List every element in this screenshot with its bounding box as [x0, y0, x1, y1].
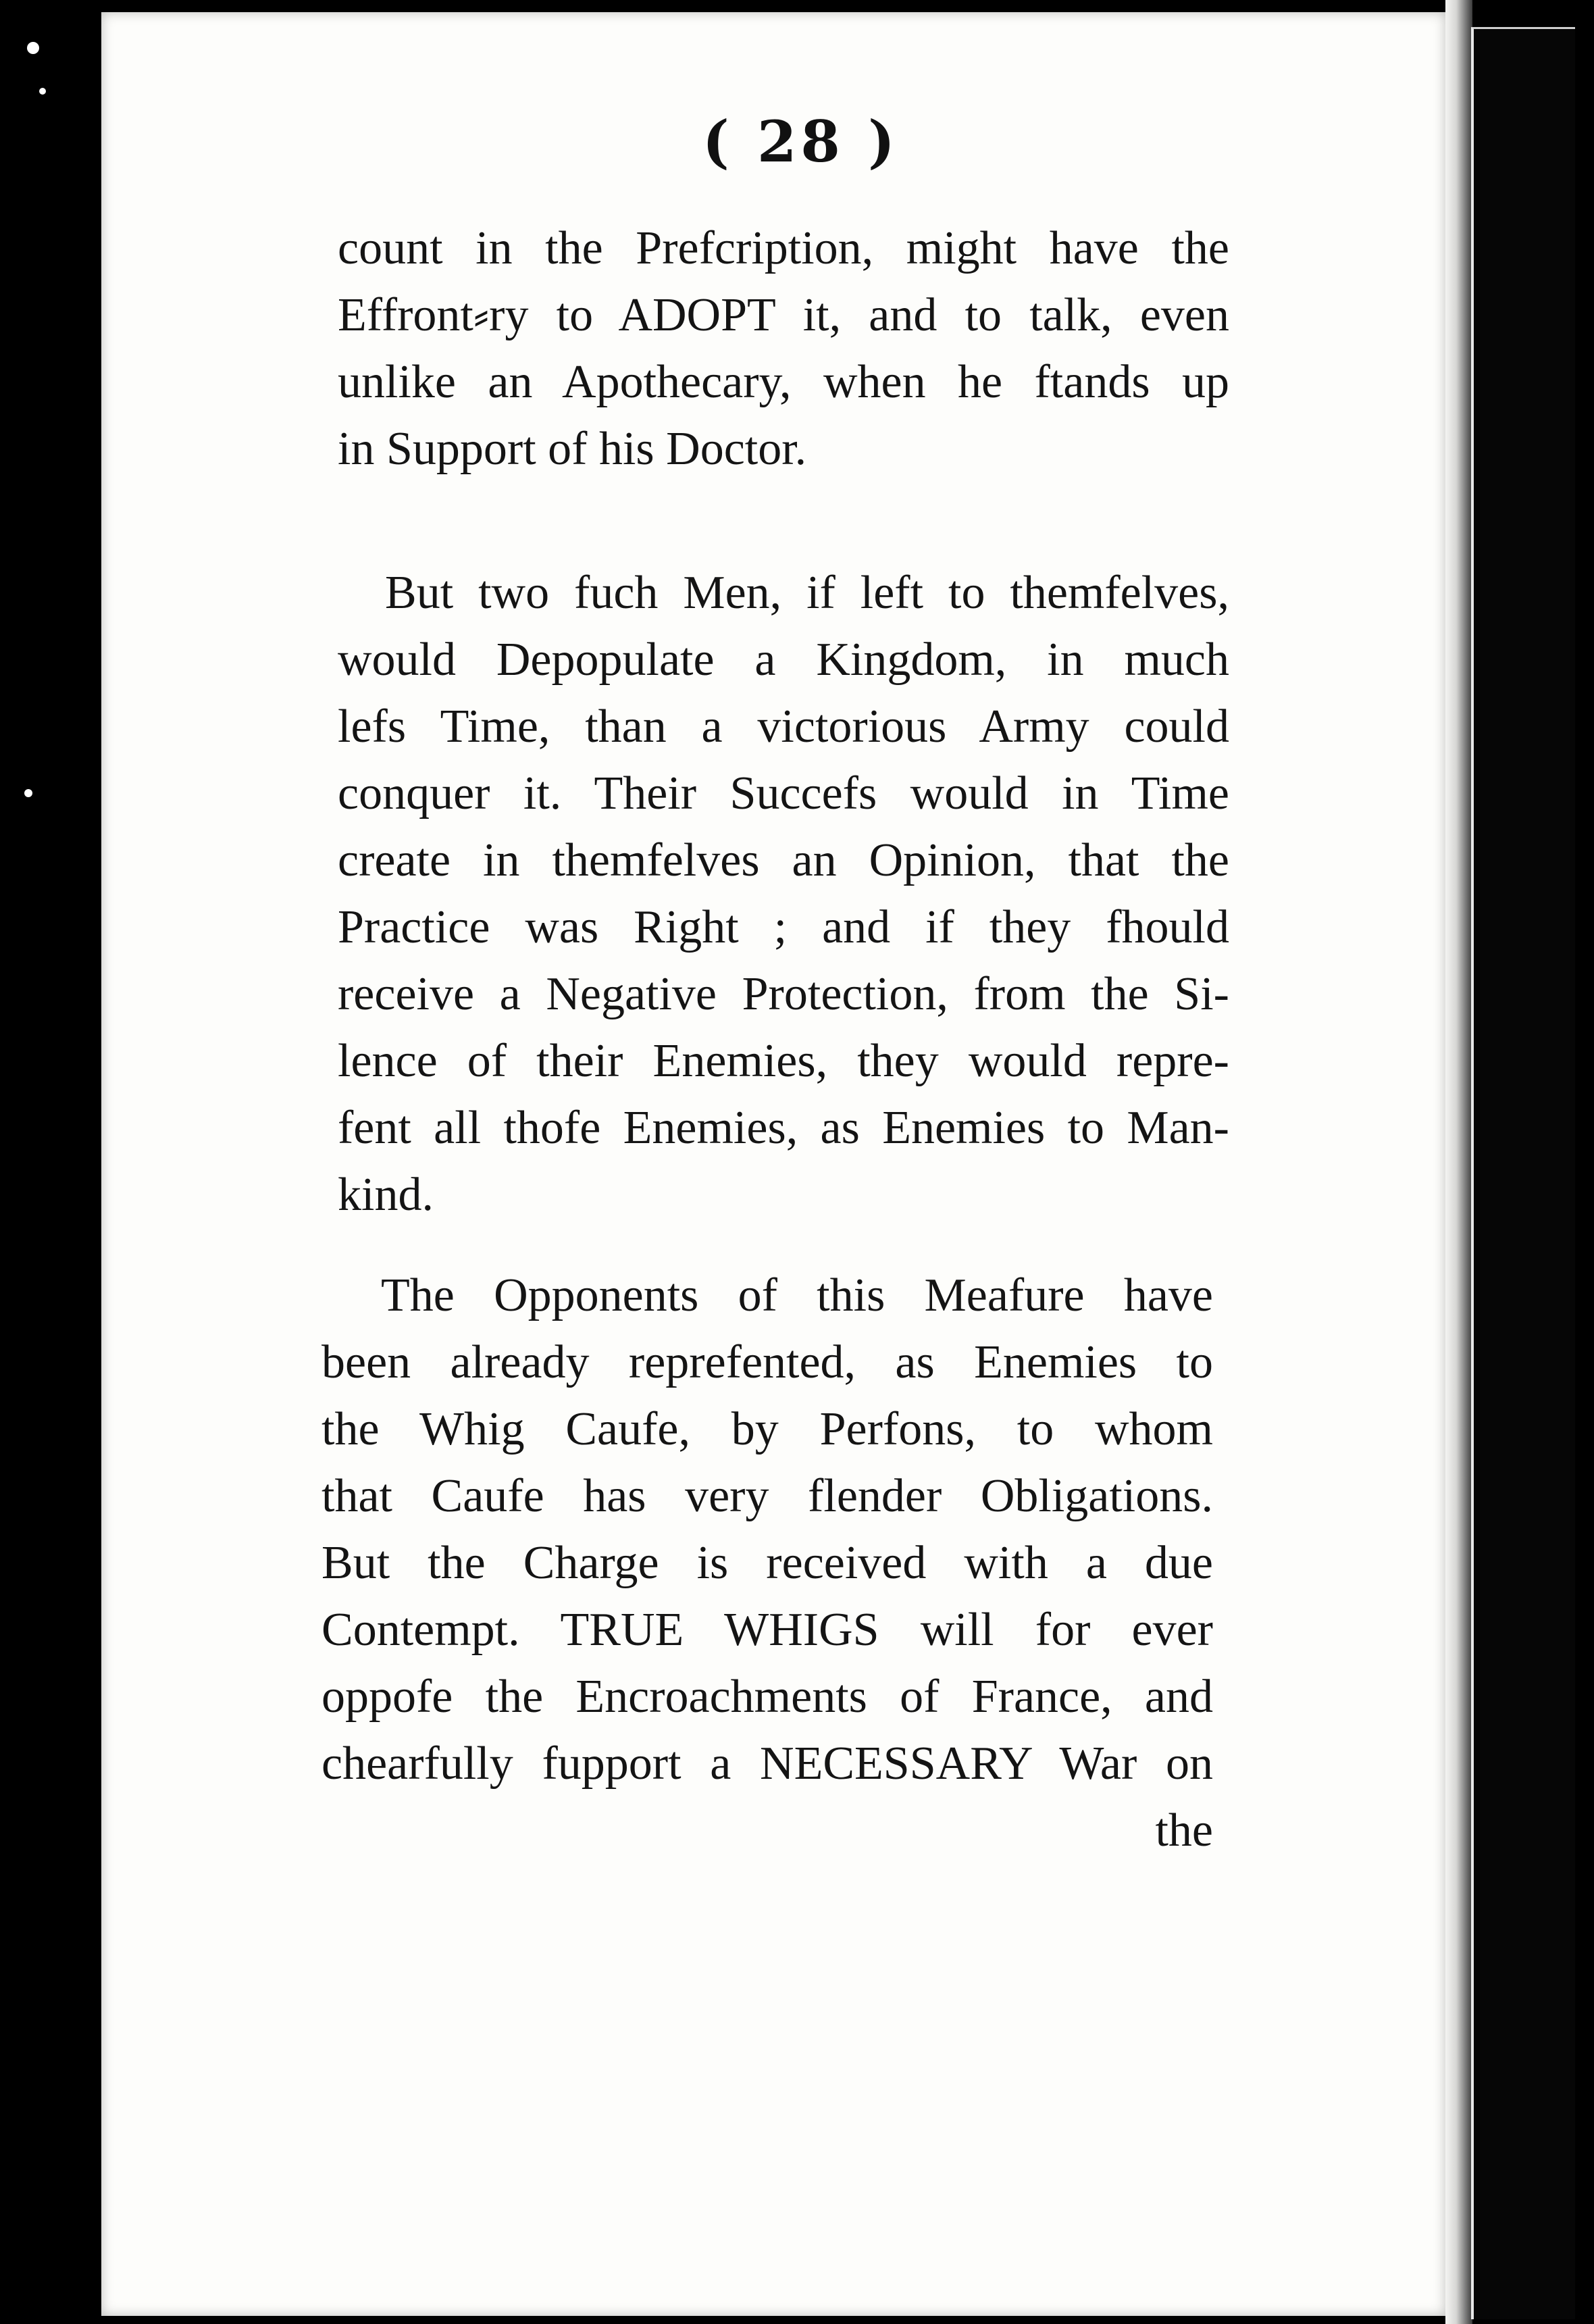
text-line: conquer it. Their Succefs would in Time: [338, 767, 1229, 819]
text-line: But the Charge is received with a due: [322, 1537, 1213, 1589]
text-line: been already reprefented, as Enemies to: [322, 1336, 1213, 1388]
facing-page-edge: [1471, 27, 1575, 2319]
text-line: lence of their Enemies, they would repre-: [338, 1035, 1229, 1087]
text-line: Practice was Right ; and if they fhould: [338, 901, 1229, 953]
scan-mark: [24, 789, 32, 797]
text-line: the Whig Caufe, by Perfons, to whom: [322, 1403, 1213, 1455]
text-line: Contempt. TRUE WHIGS will for ever: [322, 1604, 1213, 1656]
text-line: would Depopulate a Kingdom, in much: [338, 634, 1229, 686]
text-line: fent all thofe Enemies, as Enemies to Man-: [338, 1102, 1229, 1154]
page-number: ( 28 ): [702, 108, 899, 175]
text-line: kind.: [338, 1169, 434, 1221]
paragraph-2: [338, 559, 1229, 1228]
catchword: the: [1155, 1804, 1213, 1856]
text-line: in Support of his Doctor.: [338, 423, 807, 475]
text-line: that Caufe has very flender Obligations.: [322, 1470, 1213, 1522]
text-line: receive a Negative Protection, from the Si-: [338, 968, 1229, 1020]
paragraph-3: [322, 1262, 1213, 1864]
text-line: create in themfelves an Opinion, that the: [338, 834, 1229, 886]
text-line: lefs Time, than a victorious Army could: [338, 701, 1229, 753]
text-line: oppofe the Encroachments of France, and: [322, 1671, 1213, 1723]
text-line: chearfully fupport a NECESSARY War on: [322, 1738, 1213, 1790]
text-line: unlike an Apothecary, when he ftands up: [338, 356, 1229, 408]
scan-mark: [39, 88, 46, 95]
text-line: The Opponents of this Meafure have: [381, 1269, 1213, 1321]
text-line: But two fuch Men, if left to themfelves,: [385, 567, 1229, 619]
page-gutter: [1445, 0, 1472, 2324]
text-line: Effront⸗ry to ADOPT it, and to talk, even: [338, 289, 1229, 341]
scan-mark: [27, 42, 39, 54]
paragraph-1: [338, 215, 1229, 482]
text-line: count in the Prefcription, might have the: [338, 222, 1229, 274]
